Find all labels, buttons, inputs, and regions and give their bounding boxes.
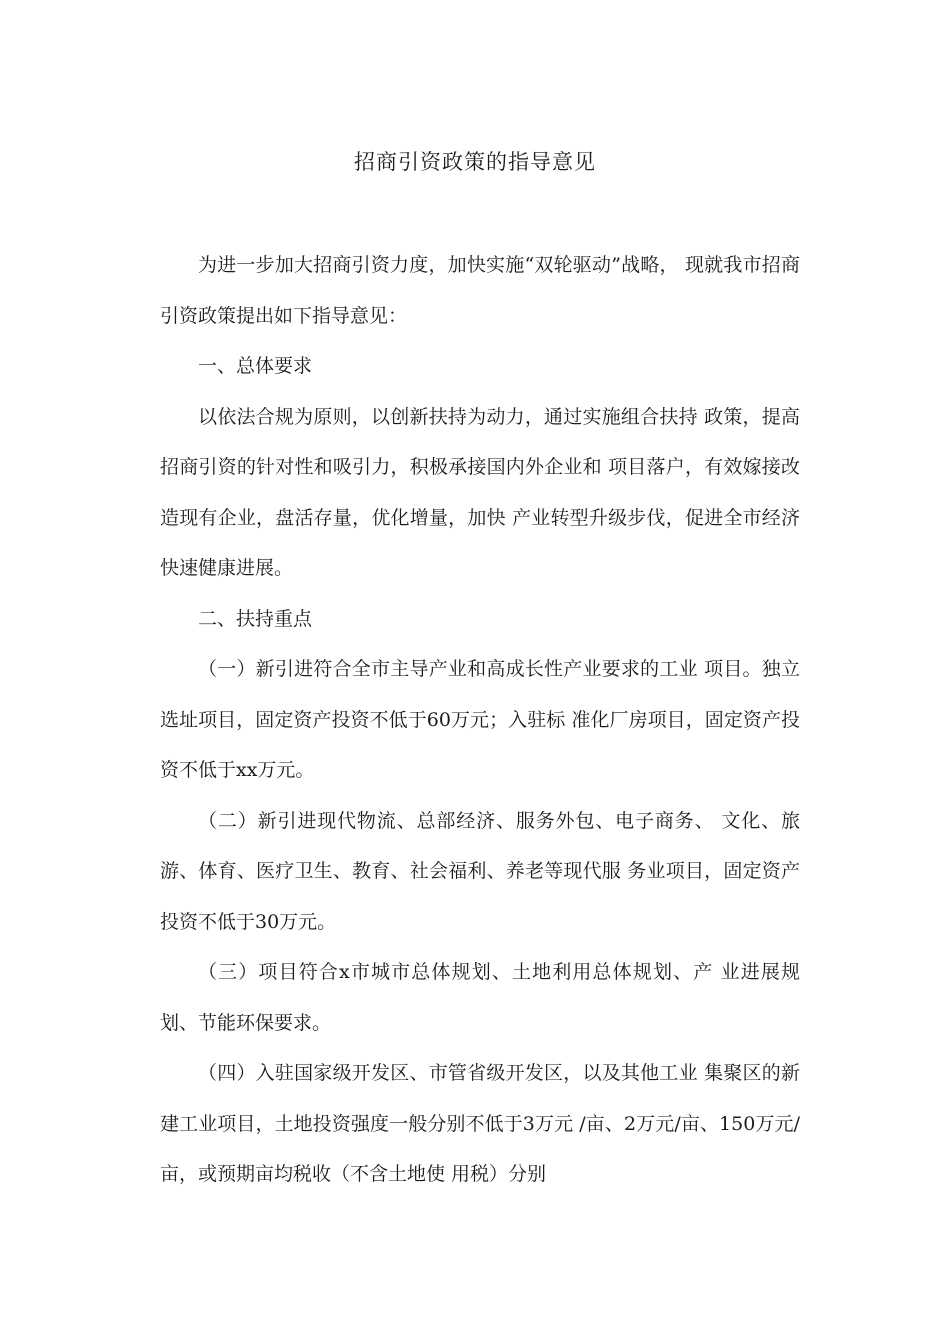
paragraph-item-4: （四）入驻国家级开发区、市管省级开发区，以及其他工业 集聚区的新建工业项目，土地投资强度一般分别不低于3万元 /亩、2万元/亩、150万元/亩，或预期亩均税收（不含土地使 用税）分别: [160, 1062, 800, 1185]
heading-general-requirements: 一、总体要求: [198, 355, 313, 377]
paragraph-item-3: （三）项目符合x市城市总体规划、土地利用总体规划、产 业进展规划、节能环保要求。: [160, 961, 800, 1034]
heading-support-focus: 二、扶持重点: [198, 607, 313, 630]
document-title: 招商引资政策的指导意见: [354, 150, 596, 174]
paragraph-principles: 以依法合规为原则，以创新扶持为动力，通过实施组合扶持 政策，提高招商引资的针对性和吸引力，积极承接国内外企业和 项目落户，有效嫁接改造现有企业，盘活存量，优化增量，加快 产业转型升级步伐，促进全市经济快速健康进展。: [160, 405, 800, 579]
paragraph-intro: 为进一步加大招商引资力度，加快实施“双轮驱动”战略， 现就我市招商引资政策提出如下指导意见：: [160, 254, 800, 327]
paragraph-item-2: （二）新引进现代物流、总部经济、服务外包、电子商务、 文化、旅游、体育、医疗卫生、教育、社会福利、养老等现代服 务业项目，固定资产投资不低于30万元。: [160, 809, 800, 933]
paragraph-item-1: （一）新引进符合全市主导产业和高成长性产业要求的工业 项目。独立选址项目，固定资产投资不低于60万元；入驻标 准化厂房项目，固定资产投资不低于xx万元。: [160, 658, 800, 781]
document-body: [160, 240, 800, 1200]
